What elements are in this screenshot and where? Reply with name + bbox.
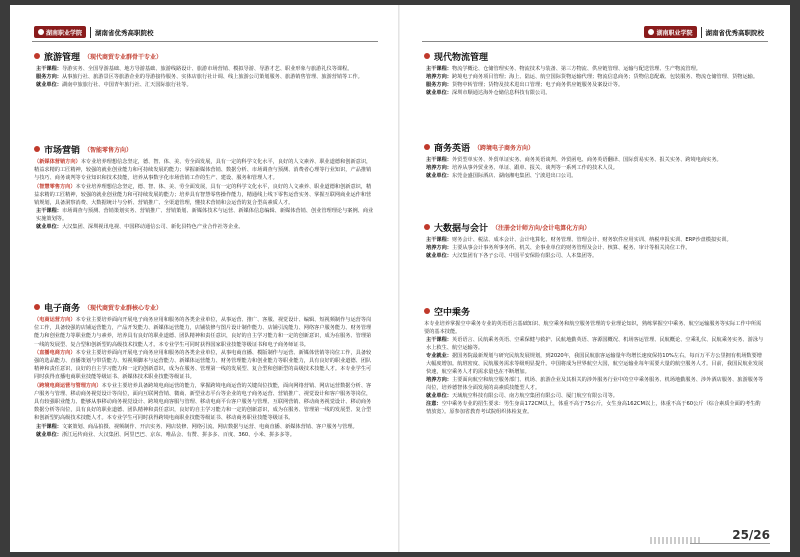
college-logo: 湖南职业学院 [34, 26, 86, 38]
row-courses: 主干课程：文案策划、商品拍摄、视频制作、开店实务、网店装修、网络引流、网店数据与运营、电商直播、新媒体营销、客户服务与管理。 [36, 423, 358, 430]
paragraph-intro: 本专业培养掌握空中乘务专业的英语语言基础知识、航空乘务和航空服务管理的专业理论知识，熟练掌握空中乘务、航空运输服务等实际工作中所需要的基本技能。 [424, 321, 762, 336]
row-employers: 就业单位：东莞金盛国际酒店、湖南湘电集团、宁波进出口公司。 [426, 173, 577, 179]
row-courses: 主干课程：市场调查与预测、营销策划实务、营销推广、营销策划、新媒体技术与运营、新媒体信息编辑、新媒体营销、创业管理理论与案例、商业实施策划等。 [36, 208, 374, 223]
header-rule [422, 41, 768, 42]
header-separator [90, 27, 91, 38]
header-rule [32, 41, 378, 42]
section-heading: 电子商务 （现代商贸专业群核心专业） [34, 301, 374, 313]
row-service: 服务方向：货物中转管理；货物及技术进出口管理；电子商务供应链服务及案设计等。 [426, 82, 624, 88]
paragraph-cross-border: （跨境电商运营与管理方向）本专业主要培养具备跨境电商运营的能力，掌握跨境电商运营的关键岗位技能，面向网络营销、网店运营数据分析、客户服务与管理、移动商务视觉设计等岗位，面向互联网营销、微商、新型业态平台等企业的电子商务运营、营销推广、视觉设计和客户服务等岗位，具有较强职业能力、能够从事移动商务视觉设计、跨境电商客服与管理、移动电商平台客户服务与管理、互联网营销、移动商务视觉设计、移动商务数据分析等岗位，具有良好的职业道德、团队精神和责任意识，良好的自主学习能力和一定的创新意识，成为在服务、管理第一线的发展型、复合型和创新型的高级技术技能人才。本专业学生可同时获得跨境电商职业技能等级证书、移动商务职业技能等级证书。 [34, 382, 372, 422]
section-flight-attendant [424, 305, 764, 416]
header-title: 湖南省优秀高职院校 [95, 28, 154, 37]
section-heading: 空中乘务 [424, 305, 764, 317]
bullet-icon [34, 304, 40, 310]
section-logistics [424, 50, 764, 97]
row-employers: 就业单位：大汉集团、深圳视讯电视、中国移动通信公司、新化县特色产业合作社等企业。 [36, 224, 244, 231]
logo-emblem-icon [38, 29, 44, 35]
row-employers: 就业单位：天域航空科技有限公司、南方航空集团有限公司、厦门航空有限公司等。 [426, 393, 618, 400]
footer-rule [690, 543, 770, 544]
page-header [644, 23, 764, 41]
section-heading: 旅游管理 （现代商贸专业群骨干专业） [34, 50, 374, 62]
row-courses: 主干课程：英语语言、民航乘务英语、空乘保健与救护、民航地勤英语、客源国概况、机场客运管理、民航概论、空乘礼仪、民航乘务实务、游泳与水上救生、航空运输等。 [426, 337, 764, 352]
paragraph-smart-retail: （智慧零售方向）本专业培养理想信念坚定，德、智、体、美、劳全面发展，具有一定的科学文化水平，良好的人文素养、职业道德和创新意识，精益求精的工匠精神，较强的就业创业能力和可持续发展的能力；培养具有智慧零售操作能力，精通线上线下零售运营实务、掌握互联网商业运作和营销规划，具备洞察消费、大数据统计与分析、营销推广、全渠道管理，懂技术营销和会运营的复合型高素质人才。 [34, 183, 372, 207]
bullet-icon [34, 146, 40, 152]
row-courses: 主干课程：财务会计、税法、成本会计、会计电算化、财务管理、管理会计、财务软件应用实训、纳税申报实训、ERP沙盘模拟实训。 [426, 237, 732, 243]
left-page [10, 5, 400, 552]
paragraph-live-commerce: （直播电商方向）本专业主要培养面向开展电子商务应用和服务的各类企业单位，从事电商直播、模版制作与运营、新媒体营销等岗位工作，具备较强的选品能力、直播策划与带货能力、短视频脚本与运营能力、新媒体运营能力、财务管理能力和创业能力等职业能力，具有良好的职业道德、团队精神和责任意识，良好的自主学习能力和一定的创新意识，成为在服务、管理第一线的发展型、复合型和创新型的高级技术技能人才。本专业学生可同时获得直播电商职业技能等级证书、新媒体技术职业技能等级证书。 [34, 349, 372, 381]
header-title: 湖南省优秀高职院校 [705, 28, 764, 37]
row-training: 培养方向：跨境电子商务项目管理；海上、陆运、航空国际货物运输代理；物流信息商务；货物信息配载、包装服务、物流仓储管理、货物运输。 [426, 74, 759, 80]
row-courses: 主干课程：导游实务、全国导游基础、地方导游基础、旅游线路设计、旅游市场营销、模拟导游、导游才艺、职业形象与旅游礼仪等课程。 [36, 66, 353, 72]
section-tourism [34, 50, 374, 89]
bullet-icon [424, 53, 430, 59]
bullet-icon [424, 144, 430, 150]
row-employers: 就业单位：深圳市顺通达海外仓储信息科技有限公司。 [426, 90, 551, 96]
paragraph-new-media: （新媒体营销方向）本专业培养理想信念坚定，德、智、体、美、劳全面发展，具有一定的科学文化水平，良好的人文素养、职业道德和创新意识，精益求精的工匠精神，较强的就业创业能力和可持续发展的能力；掌握新媒体营销、数据分析、市场调查与预测、消费者心理等行业知识，产品推销与技巧、商务谈判等专业知识和技术技能，培养从事数字化市场营销工作的生产、建设、服务和管理人才。 [34, 159, 372, 182]
bullet-icon [424, 308, 430, 314]
header-separator [701, 27, 702, 38]
document-spread [10, 5, 790, 552]
row-courses: 主干课程：物流学概论、仓储管理实务、物流技术与装备、第三方物流、供应链管理、运输与配送管理、生产物流管理。 [426, 66, 701, 72]
row-employers: 就业单位：湖南中旅旅行社、中国青年旅行社、汇天国际旅行社等。 [36, 82, 192, 88]
right-page [400, 5, 790, 552]
section-business-english [424, 141, 764, 180]
row-training: 培养方向：主要从事会计事务所事务所、机关、企事业单位的财务管理及会计、核算、税务、审计等相关岗位工作。 [426, 245, 691, 251]
row-training: 培养方向：主要面向航空和航空服务部门、机场、旅游企业及其相关的涉外服务行业中的空中乘务服务、机场地勤服务、涉外酒店服务、旅游服务等岗位，培养德智体全面发展的高素质技能型人才。 [426, 377, 764, 392]
section-heading: 商务英语 （跨境电子商务方向） [424, 141, 764, 153]
row-employers: 就业单位：浙江远传商业、大汉集团、阿里巴巴、京东、唯品会、有赞、拼多多、百度、360、小米、拼多多等。 [36, 431, 295, 438]
bullet-icon [424, 224, 430, 230]
section-accounting [424, 221, 764, 260]
bullet-icon [34, 53, 40, 59]
paragraph-operations: （电商运营方向）本专业主要培养面向开展电子商务应用和服务的各类企业单位，从事运营、推广、客服、视觉设计、编辑、短视频制作与运营等岗位工作，具备较强的店铺运营能力，产品开发能力、新媒体运营能力，店铺装修与图片设计制作能力、店铺引流能力、网络客户服务能力、财务管理能力和创业能力等职业能力与素养，培养具有良好的职业道德、团队精神和责任意识，良好的自主学习能力和一定的创新意识，成为在服务、管理第一线的发展型、复合型和创新型的高级技术技能人才。本专业学生可同时获得国家职业技能等级证书和电子商务师证书。 [34, 317, 372, 348]
row-training: 培养方向：培养从事外贸业务、单证、跟单、报关、谈判等一系列工作的技术人员。 [426, 165, 618, 171]
logo-emblem-icon [648, 29, 654, 35]
page-header [34, 23, 154, 41]
row-note: 注意：空中乘务专业的招生要求：男生身高172CM以上，体重不高于75公斤，女生身高162CM以上，体重不高于60公斤（综合素质全面的考生酌情放宽）。原参加省教育考试院组织体检复查。 [426, 401, 761, 416]
row-prospects: 专业就业：据国务院最新规划与研究民航发展规划，到2020年，我国民航旅客运输量年均增长速度保持10%左右，每百万平方公里拥有机场数要增大幅度增加。航班密度、民航服务需求等级明显提升。中国将成为世界航空大国，航空运输业每年需要大量的航空服务人才。目前，我国民航业发展快速，航空乘务人才的需求量也在不断增加。 [426, 353, 764, 376]
row-courses: 主干课程：外贸型单实务、外贸单证实务、商务英语谈判、外贸函电、商务英语翻译、国际贸易实务、报关实务、跨境电商实务。 [426, 157, 722, 163]
section-heading: 现代物流管理 [424, 50, 764, 62]
section-marketing [34, 143, 374, 231]
college-logo: 湖南职业学院 [644, 26, 696, 38]
page-number: 25/26 [732, 528, 770, 542]
row-employers: 就业单位：大汉集团有下各子公司、中国平安保险有限公司、人本集团等。 [426, 253, 598, 259]
section-ecommerce [34, 301, 374, 439]
row-service: 服务方向：从事旅行社、旅游景区等旅游企业的导游接待服务、实体店旅行社计调、线上旅游公司策划服务、旅游销售管理、旅游营销等工作。 [36, 74, 363, 80]
section-heading: 市场营销 （智能零售方向） [34, 143, 374, 155]
section-heading: 大数据与会计 （注册会计师方向/会计电算化方向） [424, 221, 764, 233]
